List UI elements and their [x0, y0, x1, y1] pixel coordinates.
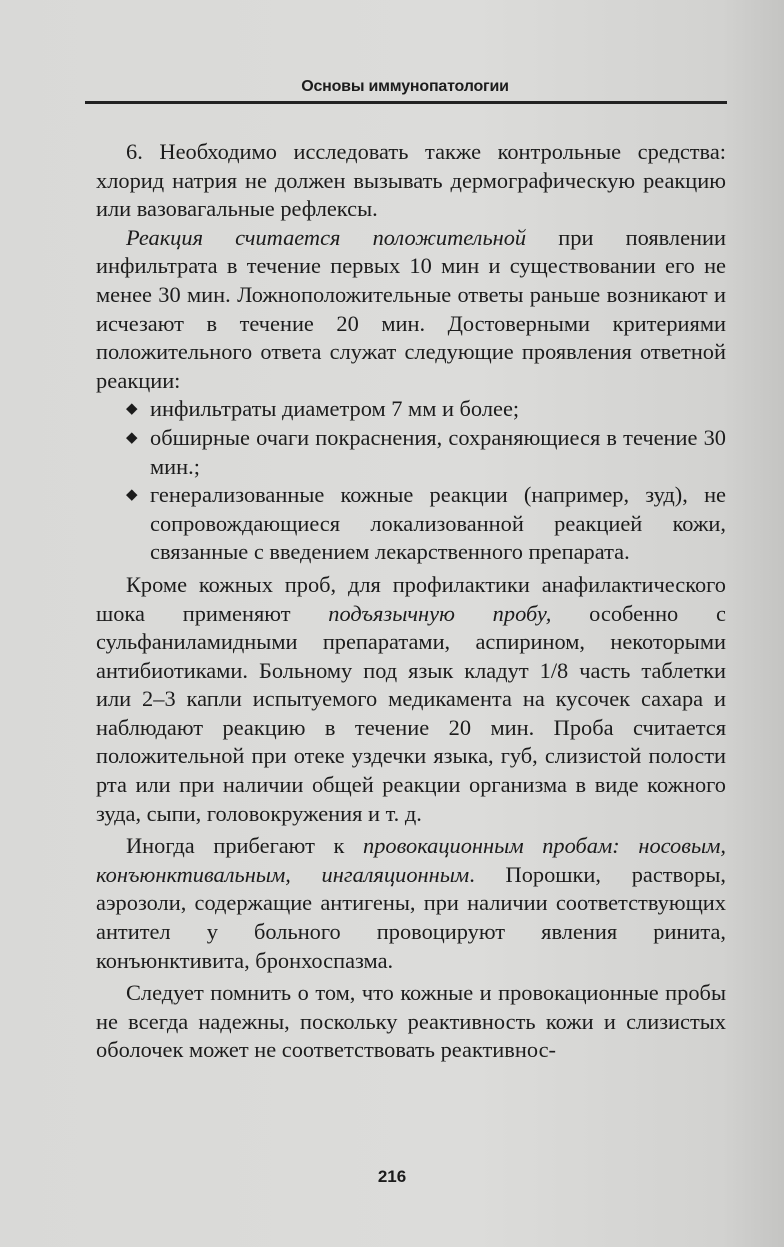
header-rule [85, 101, 727, 104]
list-item-text: генерализованные кожные реакции (например, зуд), не сопровождающиеся локализованной реакцией кожи, связанные с введением лекарственного препарата. [150, 482, 726, 565]
paragraph-text: при появлении инфильтрата в течение первых 10 мин и существовании его не менее 30 мин. Ложноположительные ответы раньше возникают и исчезают в течение 20 мин. Достоверными критериями положительного ответа служат следующие проявления ответной реакции: [96, 224, 726, 393]
running-title: Основы иммунопатологии [301, 78, 509, 95]
diamond-bullet-icon: ◆ [126, 401, 138, 418]
list-item-text: инфильтраты диаметром 7 мм и более; [150, 396, 520, 422]
italic-term: Реакция считается положительной [126, 224, 527, 250]
italic-term: подъязычную пробу, [328, 600, 552, 626]
page-number: 216 [377, 1167, 407, 1186]
list-item [126, 481, 726, 567]
paragraph-text: Кроме кожных проб, для профилактики анафилактического шока применяют [96, 571, 726, 626]
paragraph-reliability: Следует помнить о том, что кожные и провокационные пробы не всегда надежны, поскольку реактивность кожи и слизистых оболочек может не соответствовать реактивнос- [96, 980, 726, 1063]
page-body [96, 138, 726, 1065]
diamond-bullet-icon: ◆ [126, 429, 138, 446]
paragraph-control-means: 6. Необходимо исследовать также контрольные средства: хлорид натрия не должен вызывать дермографическую реакцию или вазовагальные рефлексы. [96, 139, 726, 222]
paragraph-sublingual-test [96, 571, 726, 828]
list-item [126, 395, 726, 424]
list-item [126, 424, 726, 481]
paragraph-provocation-tests [96, 832, 726, 975]
paragraph-text: . Порошки, растворы, аэрозоли, содержащие антигены, при наличии соответствующих антител у больного провоцируют явления ринита, конъюнктивита, бронхоспазма. [96, 861, 726, 973]
diamond-bullet-icon: ◆ [126, 487, 138, 504]
criteria-list [126, 395, 726, 567]
paragraph-text: особенно с сульфаниламидными препаратами, аспирином, некоторыми антибиотиками. Больному под язык кладут 1/8 часть таблетки или 2–3 капли испытуемого медикамента на кусочек сахара и наблюдают реакцию в течение 20 мин. Проба считается положительной при отеке уздечки языка, губ, слизистой полости рта или при наличии общей реакции организма в виде кожного зуда, сыпи, головокружения и т. д. [96, 600, 726, 826]
italic-term: провокационным пробам: носовым, конъюнктивальным, ингаляционным [96, 833, 726, 887]
paragraph-positive-reaction [96, 224, 726, 396]
list-item-text: обширные очаги покраснения, сохраняющиеся в течение 30 мин.; [150, 424, 726, 479]
paragraph-text: Иногда прибегают к [126, 833, 364, 859]
